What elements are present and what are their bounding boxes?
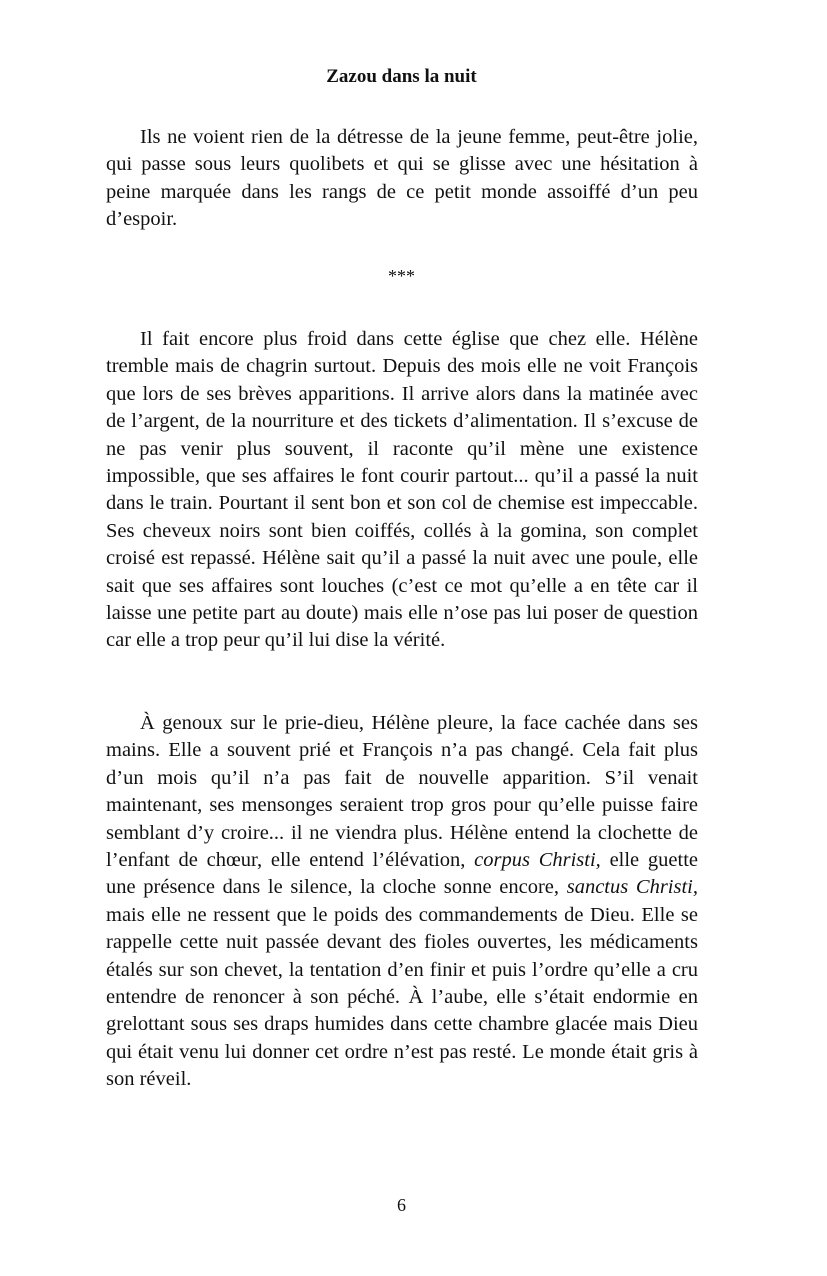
paragraph-1-text: Ils ne voient rien de la détresse de la jeune femme, peut-être jolie, qui passe sous leurs quolibets et qui se glisse avec une hésitation à peine marquée dans les rangs de ce petit monde assoiffé d’un peu d’espoir.: [106, 126, 698, 231]
paragraph-3: [106, 710, 698, 1094]
paragraph-3-part-2: elle guette une présence dans le silence, la cloche sonne encore,: [106, 849, 698, 899]
paragraph-3-italic-sanctus: sanctus Christi,: [566, 876, 698, 899]
section-separator: ***: [388, 266, 415, 286]
paragraph-3-italic-corpus: corpus Christi,: [474, 849, 601, 872]
paragraph-3-text: [106, 710, 698, 1094]
paragraph-3-part-3: mais elle ne ressent que le poids des commandements de Dieu. Elle se rappelle cette nuit passée devant des fioles ouvertes, les médicaments étalés sur son chevet, la tentation d’en finir et puis l’ordre qu’elle a cru entendre de renoncer à son péché. À l’aube, elle s’était endormie en grelottant sous ses draps humides dans cette chambre glacée mais Dieu qui était venu lui donner cet ordre n’est pas resté. Le monde était gris à son réveil.: [106, 903, 698, 1091]
paragraph-1: [106, 124, 698, 234]
paragraph-2-text: Il fait encore plus froid dans cette église que chez elle. Hélène tremble mais de chagrin surtout. Depuis des mois elle ne voit François que lors de ses brèves apparitions. Il arrive alors dans la matinée avec de l’argent, de la nourriture et des tickets d’alimentation. Il s’excuse de ne pas venir plus souvent, il raconte qu’il mène une existence impossible, que ses affaires le font courir partout... qu’il a passé la nuit dans le train. Pourtant il sent bon et son col de chemise est impeccable. Ses cheveux noirs sont bien coiffés, collés à la gomina, son complet croisé est repassé. Hélène sait qu’il a passé la nuit avec une poule, elle sait que ses affaires sont louches (c’est ce mot qu’elle a en tête car il laisse une petite part au doute) mais elle n’ose pas lui poser de question car elle a trop peur qu’il lui dise la vérité.: [106, 328, 698, 652]
running-head-title: Zazou dans la nuit: [326, 66, 477, 87]
paragraph-3-part-1: À genoux sur le prie-dieu, Hélène pleure, la face cachée dans ses mains. Elle a souvent prié et François n’a pas changé. Cela fait plus d’un mois qu’il n’a pas fait de nouvelle apparition. S’il venait maintenant, ses mensonges seraient trop gros pour qu’elle puisse faire semblant d’y croire... il ne viendra plus. Hélène entend la clochette de l’enfant de chœur, elle entend l’élévation,: [106, 712, 698, 872]
paragraph-2: [106, 326, 698, 655]
page-number: 6: [397, 1195, 406, 1215]
